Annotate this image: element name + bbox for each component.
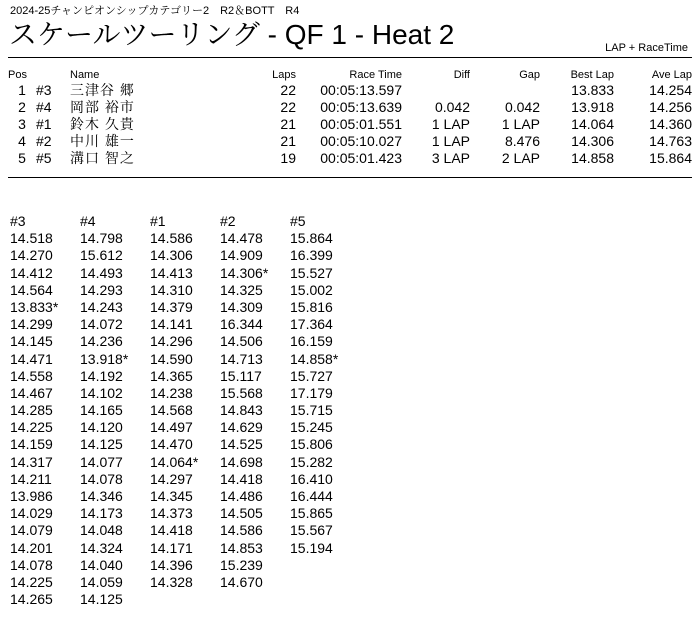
lap-time-value: 14.159 bbox=[10, 436, 53, 453]
lap-time-value: 14.467 bbox=[10, 384, 53, 401]
lap-time-value: 14.048 bbox=[80, 522, 123, 539]
lap-time-value: 14.379 bbox=[150, 298, 193, 315]
lap-time-value: 15.806 bbox=[290, 436, 333, 453]
lap-time-value: 15.245 bbox=[290, 419, 333, 436]
lap-time-value: 14.798 bbox=[80, 230, 123, 247]
lap-time-value: 14.858* bbox=[290, 350, 339, 367]
race-time-cell: 00:05:01.551 bbox=[320, 116, 402, 132]
lap-time-value: 16.410 bbox=[290, 470, 333, 487]
lap-time-value: 14.040 bbox=[80, 556, 123, 573]
lap-time-value: 14.412 bbox=[10, 264, 53, 281]
lap-time-value: 14.306 bbox=[150, 247, 193, 264]
lap-time-value: 14.285 bbox=[10, 402, 53, 419]
lap-time-value: 14.486 bbox=[220, 488, 263, 504]
lap-time-value: 14.324 bbox=[80, 539, 123, 556]
lap-column-car-number: #1 bbox=[150, 213, 166, 229]
best-lap-cell: 14.306 bbox=[571, 133, 614, 149]
lap-column-car-number: #5 bbox=[290, 213, 306, 229]
car-number-cell: #3 bbox=[36, 82, 52, 98]
pos-cell: 1 bbox=[18, 82, 26, 98]
diff-cell: 1 LAP bbox=[431, 133, 470, 149]
results-header-row bbox=[8, 68, 692, 82]
lap-time-value: 14.328 bbox=[150, 573, 193, 590]
lap-time-value: 13.918* bbox=[80, 350, 129, 367]
lap-time-value: 16.344 bbox=[220, 316, 263, 333]
lap-time-value: 14.713 bbox=[220, 350, 263, 367]
lap-time-value: 14.345 bbox=[150, 488, 193, 504]
lap-time-value: 14.590 bbox=[150, 350, 193, 367]
lap-time-value: 15.002 bbox=[290, 281, 333, 298]
display-mode-label: LAP + RaceTime bbox=[605, 42, 688, 54]
lap-time-value: 14.225 bbox=[10, 573, 53, 590]
lap-column bbox=[290, 213, 360, 608]
lap-time-value: 14.478 bbox=[220, 230, 263, 247]
lap-time-value: 15.816 bbox=[290, 298, 333, 315]
bottom-divider bbox=[8, 177, 692, 178]
lap-time-value: 15.282 bbox=[290, 453, 333, 470]
race-time-cell: 00:05:13.597 bbox=[320, 82, 402, 98]
laps-cell: 22 bbox=[280, 99, 296, 115]
col-header-diff: Diff bbox=[453, 69, 470, 81]
lap-time-value: 14.192 bbox=[80, 367, 123, 384]
lap-time-value: 14.586 bbox=[220, 522, 263, 539]
lap-time-value: 14.586 bbox=[150, 230, 193, 247]
lap-time-value: 14.120 bbox=[80, 419, 123, 436]
lap-time-value: 13.986 bbox=[10, 488, 53, 504]
diff-cell bbox=[402, 82, 470, 99]
top-divider bbox=[8, 57, 692, 58]
lap-column bbox=[80, 213, 150, 608]
lap-time-value: 14.413 bbox=[150, 264, 193, 281]
best-lap-cell: 14.858 bbox=[571, 150, 614, 166]
lap-time-value: 14.698 bbox=[220, 453, 263, 470]
driver-name-cell: 中川 雄一 bbox=[70, 133, 135, 149]
col-header-laps: Laps bbox=[272, 69, 296, 81]
driver-name-cell: 三津谷 郷 bbox=[70, 82, 135, 98]
lap-time-value: 14.296 bbox=[150, 333, 193, 350]
lap-time-value: 14.346 bbox=[80, 488, 123, 504]
col-header-race-time: Race Time bbox=[349, 69, 402, 81]
lap-time-value: 14.306* bbox=[220, 264, 269, 281]
laps-cell: 21 bbox=[280, 133, 296, 149]
best-lap-cell: 13.833 bbox=[571, 82, 614, 98]
lap-time-value: 13.833* bbox=[10, 298, 59, 315]
lap-time-value: 14.317 bbox=[10, 453, 53, 470]
result-row bbox=[8, 133, 692, 150]
lap-time-value: 14.843 bbox=[220, 402, 263, 419]
pos-cell: 3 bbox=[18, 116, 26, 132]
laps-cell: 22 bbox=[280, 82, 296, 98]
result-row bbox=[8, 116, 692, 133]
result-row bbox=[8, 99, 692, 116]
lap-time-value: 14.396 bbox=[150, 556, 193, 573]
car-number-cell: #4 bbox=[36, 99, 52, 115]
col-header-ave-lap: Ave Lap bbox=[651, 69, 692, 81]
gap-cell bbox=[470, 82, 540, 99]
lap-time-value: 14.243 bbox=[80, 298, 123, 315]
best-lap-cell: 13.918 bbox=[571, 99, 614, 115]
pos-cell: 4 bbox=[18, 133, 26, 149]
lap-time-value: 14.145 bbox=[10, 333, 53, 350]
diff-cell: 3 LAP bbox=[431, 150, 470, 166]
gap-cell: 1 LAP bbox=[501, 116, 540, 132]
gap-cell: 8.476 bbox=[504, 133, 540, 149]
gap-cell: 0.042 bbox=[504, 99, 540, 115]
lap-time-value: 14.171 bbox=[150, 539, 193, 556]
lap-time-value: 15.117 bbox=[220, 367, 262, 384]
lap-time-value: 14.078 bbox=[80, 470, 123, 487]
race-time-cell: 00:05:10.027 bbox=[320, 133, 402, 149]
driver-name-cell: 岡部 裕市 bbox=[70, 99, 135, 115]
lap-time-value: 14.079 bbox=[10, 522, 53, 539]
lap-time-value: 14.064* bbox=[150, 453, 199, 470]
lap-time-value: 14.471 bbox=[10, 350, 53, 367]
diff-cell: 1 LAP bbox=[431, 116, 470, 132]
lap-time-value: 14.373 bbox=[150, 505, 193, 522]
lap-time-value: 14.265 bbox=[10, 591, 53, 608]
lap-time-value: 14.853 bbox=[220, 539, 263, 556]
lap-time-value: 14.310 bbox=[150, 281, 193, 298]
lap-time-value: 14.497 bbox=[150, 419, 193, 436]
lap-time-value: 14.309 bbox=[220, 298, 263, 315]
lap-time-value: 15.527 bbox=[290, 264, 333, 281]
lap-time-value: 14.125 bbox=[80, 436, 123, 453]
lap-time-value: 14.909 bbox=[220, 247, 263, 264]
car-number-cell: #5 bbox=[36, 150, 52, 166]
lap-time-value: 14.238 bbox=[150, 384, 193, 401]
lap-time-value: 14.470 bbox=[150, 436, 193, 453]
lap-time-value: 14.072 bbox=[80, 316, 123, 333]
lap-time-value: 14.525 bbox=[220, 436, 263, 453]
lap-time-value: 14.564 bbox=[10, 281, 53, 298]
results-table bbox=[8, 68, 692, 167]
lap-time-value: 15.864 bbox=[290, 230, 333, 247]
lap-time-value: 17.364 bbox=[290, 316, 333, 333]
laps-cell: 19 bbox=[280, 150, 296, 166]
lap-time-value: 15.194 bbox=[290, 539, 333, 556]
col-header-gap: Gap bbox=[519, 69, 540, 81]
lap-time-value: 14.211 bbox=[10, 470, 52, 487]
lap-time-value: 15.865 bbox=[290, 505, 333, 522]
pos-cell: 5 bbox=[18, 150, 26, 166]
lap-time-value: 14.059 bbox=[80, 573, 123, 590]
lap-time-value: 14.558 bbox=[10, 367, 53, 384]
lap-column-car-number: #4 bbox=[80, 213, 96, 229]
driver-name-cell: 鈴木 久貴 bbox=[70, 116, 135, 132]
lap-time-value: 16.399 bbox=[290, 247, 333, 264]
lap-time-value: 14.201 bbox=[10, 539, 53, 556]
lap-time-value: 14.125 bbox=[80, 591, 123, 608]
race-time-cell: 00:05:13.639 bbox=[320, 99, 402, 115]
ave-lap-cell: 14.256 bbox=[649, 99, 692, 115]
car-number-cell: #2 bbox=[36, 133, 52, 149]
col-header-pos: Pos bbox=[8, 69, 27, 81]
lap-time-value: 14.629 bbox=[220, 419, 263, 436]
lap-time-value: 14.418 bbox=[150, 522, 193, 539]
lap-time-value: 15.715 bbox=[290, 402, 333, 419]
lap-time-value: 15.727 bbox=[290, 367, 333, 384]
lap-time-value: 15.612 bbox=[80, 247, 123, 264]
laps-cell: 21 bbox=[280, 116, 296, 132]
lap-time-value: 14.270 bbox=[10, 247, 53, 264]
lap-time-value: 14.102 bbox=[80, 384, 123, 401]
lap-time-value: 14.299 bbox=[10, 316, 53, 333]
gap-cell: 2 LAP bbox=[501, 150, 540, 166]
lap-time-value: 14.225 bbox=[10, 419, 53, 436]
driver-name-cell: 溝口 智之 bbox=[70, 150, 135, 166]
car-number-cell: #1 bbox=[36, 116, 52, 132]
lap-time-value: 15.239 bbox=[220, 556, 263, 573]
lap-column-car-number: #3 bbox=[10, 213, 26, 229]
ave-lap-cell: 15.864 bbox=[649, 150, 692, 166]
result-row bbox=[8, 150, 692, 167]
lap-time-value: 16.159 bbox=[290, 333, 333, 350]
lap-time-value: 14.418 bbox=[220, 470, 263, 487]
lap-time-value: 14.293 bbox=[80, 281, 123, 298]
result-row bbox=[8, 82, 692, 99]
lap-time-value: 17.179 bbox=[290, 384, 333, 401]
lap-time-value: 14.518 bbox=[10, 230, 53, 247]
lap-time-value: 14.493 bbox=[80, 264, 123, 281]
lap-time-value: 15.568 bbox=[220, 384, 263, 401]
lap-time-value: 14.029 bbox=[10, 505, 53, 522]
lap-time-value: 14.236 bbox=[80, 333, 123, 350]
lap-time-value: 14.165 bbox=[80, 402, 123, 419]
diff-cell: 0.042 bbox=[434, 99, 470, 115]
lap-time-value: 14.506 bbox=[220, 333, 263, 350]
lap-time-value: 14.078 bbox=[10, 556, 53, 573]
race-subtitle: 2024-25チャンピオンシップカテゴリー2 R2＆BOTT R4 bbox=[10, 5, 300, 17]
ave-lap-cell: 14.763 bbox=[649, 133, 692, 149]
lap-column bbox=[150, 213, 220, 608]
race-title: スケールツーリング - QF 1 - Heat 2 bbox=[9, 19, 455, 50]
ave-lap-cell: 14.254 bbox=[649, 82, 692, 98]
lap-column bbox=[10, 213, 80, 608]
lap-time-value: 14.568 bbox=[150, 402, 193, 419]
best-lap-cell: 14.064 bbox=[571, 116, 614, 132]
ave-lap-cell: 14.360 bbox=[649, 116, 692, 132]
lap-time-value: 14.141 bbox=[150, 316, 193, 333]
lap-time-value: 14.077 bbox=[80, 453, 123, 470]
lap-column-car-number: #2 bbox=[220, 213, 236, 229]
lap-time-value: 14.670 bbox=[220, 573, 263, 590]
lap-column bbox=[220, 213, 290, 608]
lap-time-value: 14.505 bbox=[220, 505, 263, 522]
lap-time-value: 15.567 bbox=[290, 522, 333, 539]
lap-time-value: 16.444 bbox=[290, 488, 333, 504]
lap-time-value: 14.365 bbox=[150, 367, 193, 384]
lap-time-value: 14.325 bbox=[220, 281, 263, 298]
lap-times-grid bbox=[10, 213, 360, 608]
col-header-best-lap: Best Lap bbox=[570, 69, 614, 81]
col-header-name: Name bbox=[70, 69, 100, 81]
lap-time-value: 14.297 bbox=[150, 470, 193, 487]
race-time-cell: 00:05:01.423 bbox=[320, 150, 402, 166]
lap-time-value: 14.173 bbox=[80, 505, 123, 522]
pos-cell: 2 bbox=[18, 99, 26, 115]
